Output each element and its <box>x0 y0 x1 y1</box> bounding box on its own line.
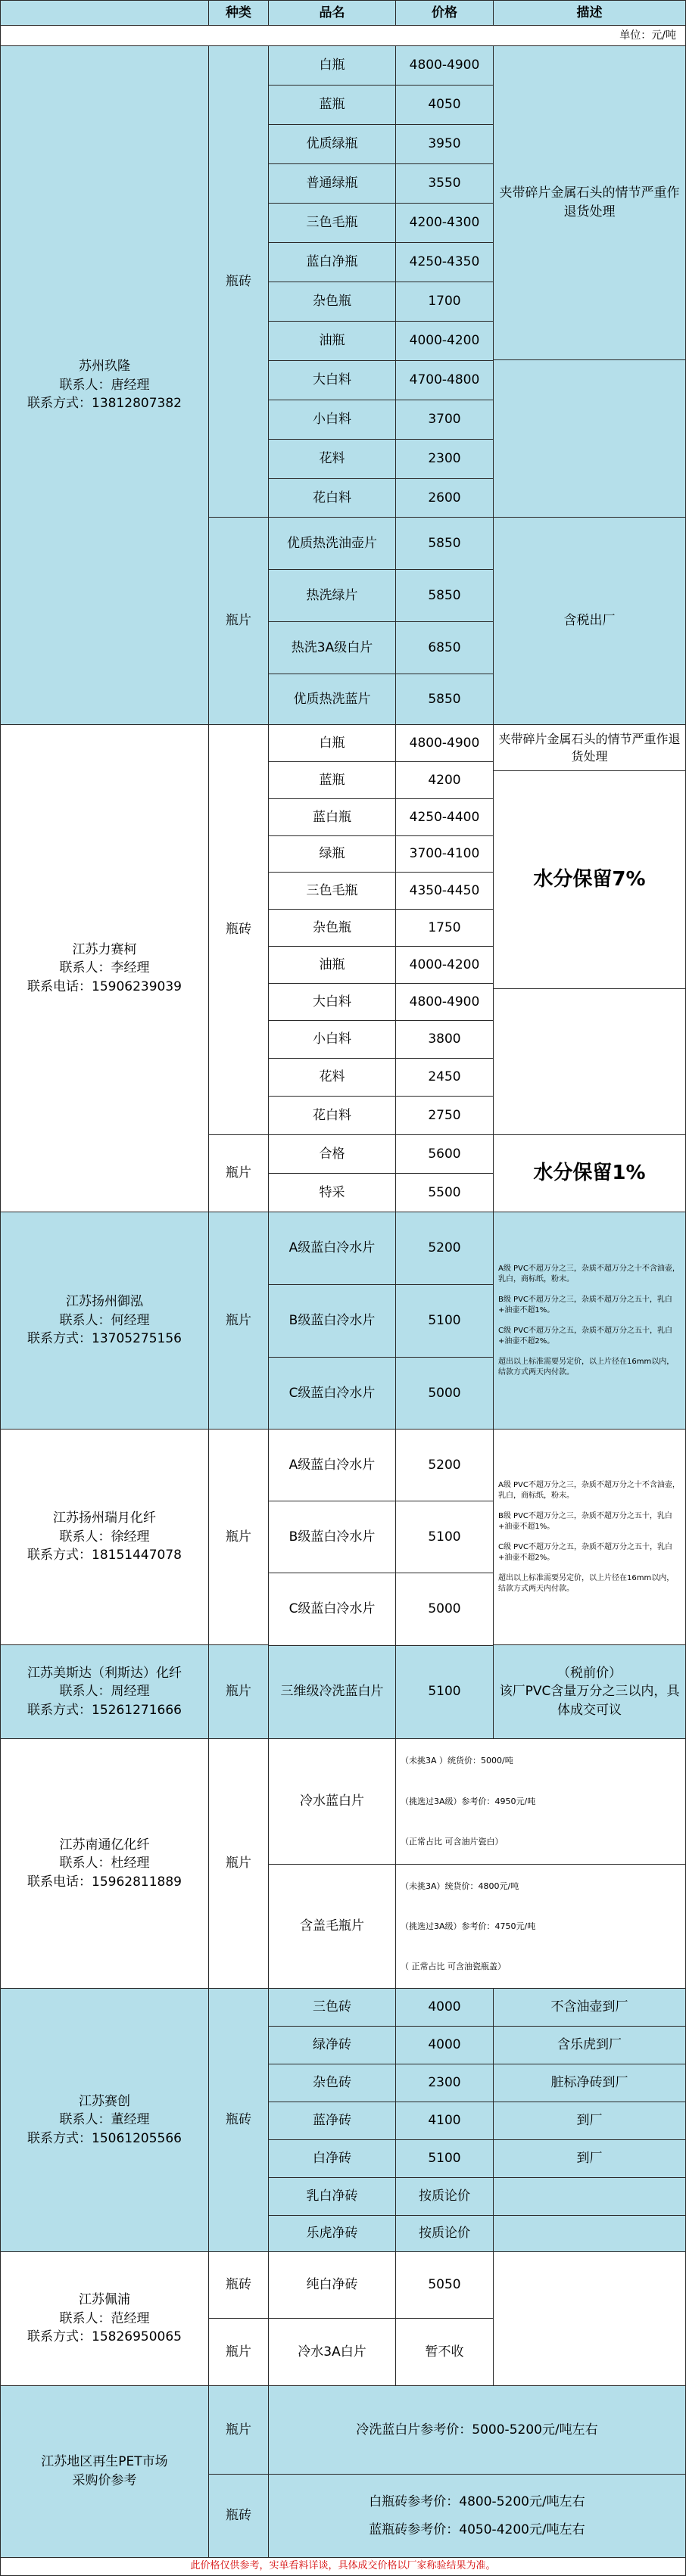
product-desc: 脏标净砖到厂 <box>493 2064 686 2102</box>
product-price: 5100 <box>395 1284 494 1358</box>
product-price: 4200-4300 <box>395 203 494 243</box>
product-name: 普通绿瓶 <box>268 163 396 204</box>
product-price: 1750 <box>395 909 494 947</box>
kind-flake: 瓶片 <box>208 517 269 725</box>
desc-s2-water7: 水分保留7% <box>493 770 686 989</box>
product-price: 4000-4200 <box>395 946 494 984</box>
ratio-note: （ 正常占比 可含油瓷瓶盖） <box>401 1961 506 1971</box>
unit-label: 单位：元/吨 <box>0 25 686 46</box>
kind-brick: 瓶砖 <box>208 1988 269 2252</box>
company-name: 江苏佩浦 <box>79 2292 130 2308</box>
market-reference <box>0 2385 209 2558</box>
product-price: 4250-4400 <box>395 798 494 836</box>
product-price: 4800-4900 <box>395 45 494 86</box>
price-detail-s6-1 <box>395 1738 686 1865</box>
desc-s5 <box>493 1644 686 1739</box>
product-name: 合格 <box>268 1134 396 1174</box>
product-name: 乐虎净砖 <box>268 2215 396 2252</box>
product-price: 4000 <box>395 2026 494 2064</box>
product-name: B级蓝白冷水片 <box>268 1284 396 1358</box>
kind-flake: 瓶片 <box>208 1429 269 1645</box>
contact-person: 联系人：杜经理 <box>59 1856 150 1871</box>
product-desc: 到厂 <box>493 2102 686 2140</box>
desc-s3 <box>493 1212 686 1430</box>
kind-flake: 瓶片 <box>208 1134 269 1212</box>
grade-b-spec: B级 PVC不超万分之三，杂质不超万分之五十，乳白+油壶不超1%。 <box>498 1512 672 1531</box>
product-desc: 不含油壶到厂 <box>493 1988 686 2027</box>
company-name: 苏州玖隆 <box>79 359 130 375</box>
product-name: 蓝白净瓶 <box>268 242 396 282</box>
contact-person: 联系人：周经理 <box>59 1684 150 1700</box>
product-price: 4000-4200 <box>395 321 494 361</box>
company-name: 江苏美斯达（利斯达）化纤 <box>27 1665 182 1681</box>
product-name: 蓝瓶 <box>268 761 396 799</box>
product-price: 3800 <box>395 1020 494 1059</box>
contact-person: 联系人：范经理 <box>59 2310 150 2326</box>
product-price: 4800-4900 <box>395 724 494 762</box>
contact-phone: 联系方式：15061205566 <box>27 2130 182 2146</box>
product-name: C级蓝白冷水片 <box>268 1357 396 1430</box>
header-name: 品名 <box>268 0 396 26</box>
product-price: 5100 <box>395 1501 494 1573</box>
desc-s8 <box>493 2251 686 2386</box>
product-name: 三维级冷洗蓝白片 <box>268 1644 396 1739</box>
desc-s1-bricks-2 <box>493 359 686 518</box>
product-name: 杂色瓶 <box>268 282 396 322</box>
desc-s4 <box>493 1429 686 1645</box>
product-price: 按质论价 <box>395 2177 494 2216</box>
product-name: 白瓶 <box>268 724 396 762</box>
contact-person: 联系人：唐经理 <box>59 377 150 393</box>
company-name: 江苏扬州御泓 <box>66 1294 143 1310</box>
product-name: 优质绿瓶 <box>268 124 396 164</box>
product-name: 蓝瓶 <box>268 85 396 125</box>
product-name: 小白料 <box>268 1020 396 1059</box>
desc-s2-blank <box>493 988 686 1135</box>
contact-phone: 联系方式：15261271666 <box>27 1702 182 1718</box>
kind-flake: 瓶片 <box>208 1212 269 1430</box>
flake-reference-price: 冷洗蓝白片参考价：5000-5200元/吨左右 <box>268 2385 686 2475</box>
grade-a-spec: A级 PVC不超万分之三，杂质不超万分之十不含油壶，乳白，商标纸，粉末。 <box>498 1265 680 1283</box>
product-price: 4100 <box>395 2102 494 2140</box>
supplier-saichuang <box>0 1988 209 2252</box>
product-name: 大白料 <box>268 360 396 400</box>
product-price: 暂不收 <box>395 2318 494 2386</box>
product-name: 冷水3A白片 <box>268 2318 396 2386</box>
product-price: 2300 <box>395 2064 494 2102</box>
supplier-suzhou <box>0 45 209 725</box>
company-name: 江苏力赛柯 <box>72 941 137 957</box>
product-name: 油瓶 <box>268 321 396 361</box>
product-name: 热洗绿片 <box>268 569 396 622</box>
product-price: 4000 <box>395 1988 494 2027</box>
product-price: 5100 <box>395 1644 494 1739</box>
product-price: 5100 <box>395 2139 494 2178</box>
product-price: 3550 <box>395 163 494 204</box>
desc-s2-water1: 水分保留1% <box>493 1134 686 1212</box>
product-price: 按质论价 <box>395 2215 494 2252</box>
grade-a-spec: A级 PVC不超万分之三，杂质不超万分之十不含油壶，乳白，商标纸，粉末。 <box>498 1481 680 1500</box>
product-desc <box>493 2177 686 2216</box>
product-price: 5850 <box>395 569 494 622</box>
disclaimer: 此价格仅供参考，实单看料详谈，具体成交价格以厂家称验结果为准。 <box>0 2557 686 2576</box>
product-price: 1700 <box>395 282 494 322</box>
company-name: 江苏南通亿化纤 <box>59 1837 150 1853</box>
product-price: 5500 <box>395 1173 494 1212</box>
product-name: 花料 <box>268 1058 396 1097</box>
product-name: 杂色砖 <box>268 2064 396 2102</box>
product-name: 优质热洗蓝片 <box>268 674 396 726</box>
product-name: 蓝净砖 <box>268 2102 396 2140</box>
contact-phone: 联系电话：15962811889 <box>27 1874 182 1890</box>
supplier-yuhong <box>0 1212 209 1430</box>
desc-s1-flakes: 含税出厂 <box>493 517 686 725</box>
product-name: 优质热洗油壶片 <box>268 517 396 570</box>
grade-c-spec: C级 PVC不超万分之五，杂质不超万分之五十，乳白+油壶不超2%。 <box>498 1543 673 1562</box>
kind-flake: 瓶片 <box>208 2318 269 2386</box>
untreated-price: （未挑3A ）统货价：5000/吨 <box>401 1755 513 1766</box>
product-price: 4050 <box>395 85 494 125</box>
header-blank <box>0 0 209 26</box>
white-brick-reference: 白瓶砖参考价：4800-5200元/吨左右 <box>369 2494 585 2509</box>
header-desc: 描述 <box>493 0 686 26</box>
kind-brick: 瓶砖 <box>208 724 269 1135</box>
kind-flake: 瓶片 <box>208 2385 269 2475</box>
product-name: B级蓝白冷水片 <box>268 1501 396 1573</box>
product-name: C级蓝白冷水片 <box>268 1573 396 1646</box>
kind-brick: 瓶砖 <box>208 45 269 518</box>
product-price: 3700-4100 <box>395 835 494 873</box>
contact-person: 联系人：董经理 <box>59 2112 150 2128</box>
product-name: 白瓶 <box>268 45 396 86</box>
payment-spec: 超出以上标准需要另定价，以上片径在16mm以内，结款方式两天内付款。 <box>498 1574 675 1593</box>
product-name: 白净砖 <box>268 2139 396 2178</box>
untreated-price: （未挑3A）统货价：4800元/吨 <box>401 1881 519 1891</box>
supplier-peipu <box>0 2251 209 2386</box>
contact-person: 联系人：徐经理 <box>59 1529 150 1545</box>
selected-price: （挑选过3A级）参考价：4950元/吨 <box>401 1796 536 1806</box>
product-name: 三色毛瓶 <box>268 203 396 243</box>
market-subtitle: 采购价参考 <box>72 2473 137 2488</box>
product-name: 绿净砖 <box>268 2026 396 2064</box>
supplier-ruiyue <box>0 1429 209 1645</box>
product-name: 纯白净砖 <box>268 2251 396 2319</box>
product-price: 5000 <box>395 1357 494 1430</box>
payment-spec: 超出以上标准需要另定价，以上片径在16mm以内，结款方式两天内付款。 <box>498 1358 675 1377</box>
desc-s2-top: 夹带碎片金属石头的情节严重作退货处理 <box>493 724 686 771</box>
product-desc <box>493 2215 686 2252</box>
product-name: 大白料 <box>268 983 396 1021</box>
product-name: 乳白净砖 <box>268 2177 396 2216</box>
contact-phone: 联系方式：15826950065 <box>27 2329 182 2345</box>
price-detail-s6-2 <box>395 1864 686 1989</box>
supplier-meisida <box>0 1644 209 1739</box>
product-price: 4350-4450 <box>395 872 494 910</box>
product-name: A级蓝白冷水片 <box>268 1429 396 1501</box>
product-price: 4200 <box>395 761 494 799</box>
product-price: 2600 <box>395 478 494 518</box>
product-name: 杂色瓶 <box>268 909 396 947</box>
blue-brick-reference: 蓝瓶砖参考价：4050-4200元/吨左右 <box>369 2522 585 2537</box>
product-name: 三色砖 <box>268 1988 396 2027</box>
supplier-nantong <box>0 1738 209 1989</box>
product-price: 5850 <box>395 517 494 570</box>
product-price: 5050 <box>395 2251 494 2319</box>
product-name: 特采 <box>268 1173 396 1212</box>
product-name: 油瓶 <box>268 946 396 984</box>
product-name: 绿瓶 <box>268 835 396 873</box>
product-price: 6850 <box>395 621 494 674</box>
supplier-lihe <box>0 724 209 1212</box>
header-price: 价格 <box>395 0 494 26</box>
kind-brick: 瓶砖 <box>208 2474 269 2558</box>
pvc-note: 该厂PVC含量万分之三以内，具体成交可议 <box>499 1684 680 1718</box>
product-name: 含盖毛瓶片 <box>268 1864 396 1989</box>
company-name: 江苏赛创 <box>79 2093 130 2109</box>
contact-person: 联系人：李经理 <box>59 960 150 976</box>
product-name: 冷水蓝白片 <box>268 1738 396 1865</box>
market-title: 江苏地区再生PET市场 <box>41 2454 168 2470</box>
product-price: 2750 <box>395 1096 494 1135</box>
product-price: 2300 <box>395 439 494 479</box>
product-name: 花白料 <box>268 1096 396 1135</box>
product-price: 3700 <box>395 400 494 440</box>
product-name: 三色毛瓶 <box>268 872 396 910</box>
kind-flake: 瓶片 <box>208 1644 269 1739</box>
grade-c-spec: C级 PVC不超万分之五，杂质不超万分之五十，乳白+油壶不超2%。 <box>498 1327 673 1346</box>
tax-note: （税前价） <box>557 1665 622 1681</box>
product-price: 4700-4800 <box>395 360 494 400</box>
product-name: 热洗3A级白片 <box>268 621 396 674</box>
product-price: 2450 <box>395 1058 494 1097</box>
selected-price: （挑选过3A级）参考价：4750元/吨 <box>401 1921 536 1931</box>
contact-phone: 联系方式：13812807382 <box>27 396 182 412</box>
header-kind: 种类 <box>208 0 269 26</box>
product-price: 5000 <box>395 1573 494 1646</box>
product-desc: 到厂 <box>493 2139 686 2178</box>
brick-reference-price <box>268 2474 686 2558</box>
product-price: 5600 <box>395 1134 494 1174</box>
product-desc: 含乐虎到厂 <box>493 2026 686 2064</box>
kind-flake: 瓶片 <box>208 1738 269 1989</box>
product-price: 5850 <box>395 674 494 726</box>
product-price: 4800-4900 <box>395 983 494 1021</box>
company-name: 江苏扬州瑞月化纤 <box>53 1510 156 1526</box>
product-price: 5200 <box>395 1212 494 1285</box>
kind-brick: 瓶砖 <box>208 2251 269 2319</box>
grade-b-spec: B级 PVC不超万分之三，杂质不超万分之五十，乳白+油壶不超1%。 <box>498 1296 672 1314</box>
product-price: 3950 <box>395 124 494 164</box>
desc-s1-bricks: 夹带碎片金属石头的情节严重作退货处理 <box>493 45 686 360</box>
contact-person: 联系人：何经理 <box>59 1312 150 1328</box>
product-price: 4250-4350 <box>395 242 494 282</box>
product-name: 花料 <box>268 439 396 479</box>
product-name: 小白料 <box>268 400 396 440</box>
contact-phone: 联系电话：15906239039 <box>27 978 182 994</box>
product-price: 5200 <box>395 1429 494 1501</box>
contact-phone: 联系方式：13705275156 <box>27 1331 182 1347</box>
ratio-note: （正常占比 可含油片瓷白） <box>401 1837 504 1847</box>
product-name: 蓝白瓶 <box>268 798 396 836</box>
contact-phone: 联系方式：18151447078 <box>27 1548 182 1563</box>
product-name: 花白料 <box>268 478 396 518</box>
product-name: A级蓝白冷水片 <box>268 1212 396 1285</box>
